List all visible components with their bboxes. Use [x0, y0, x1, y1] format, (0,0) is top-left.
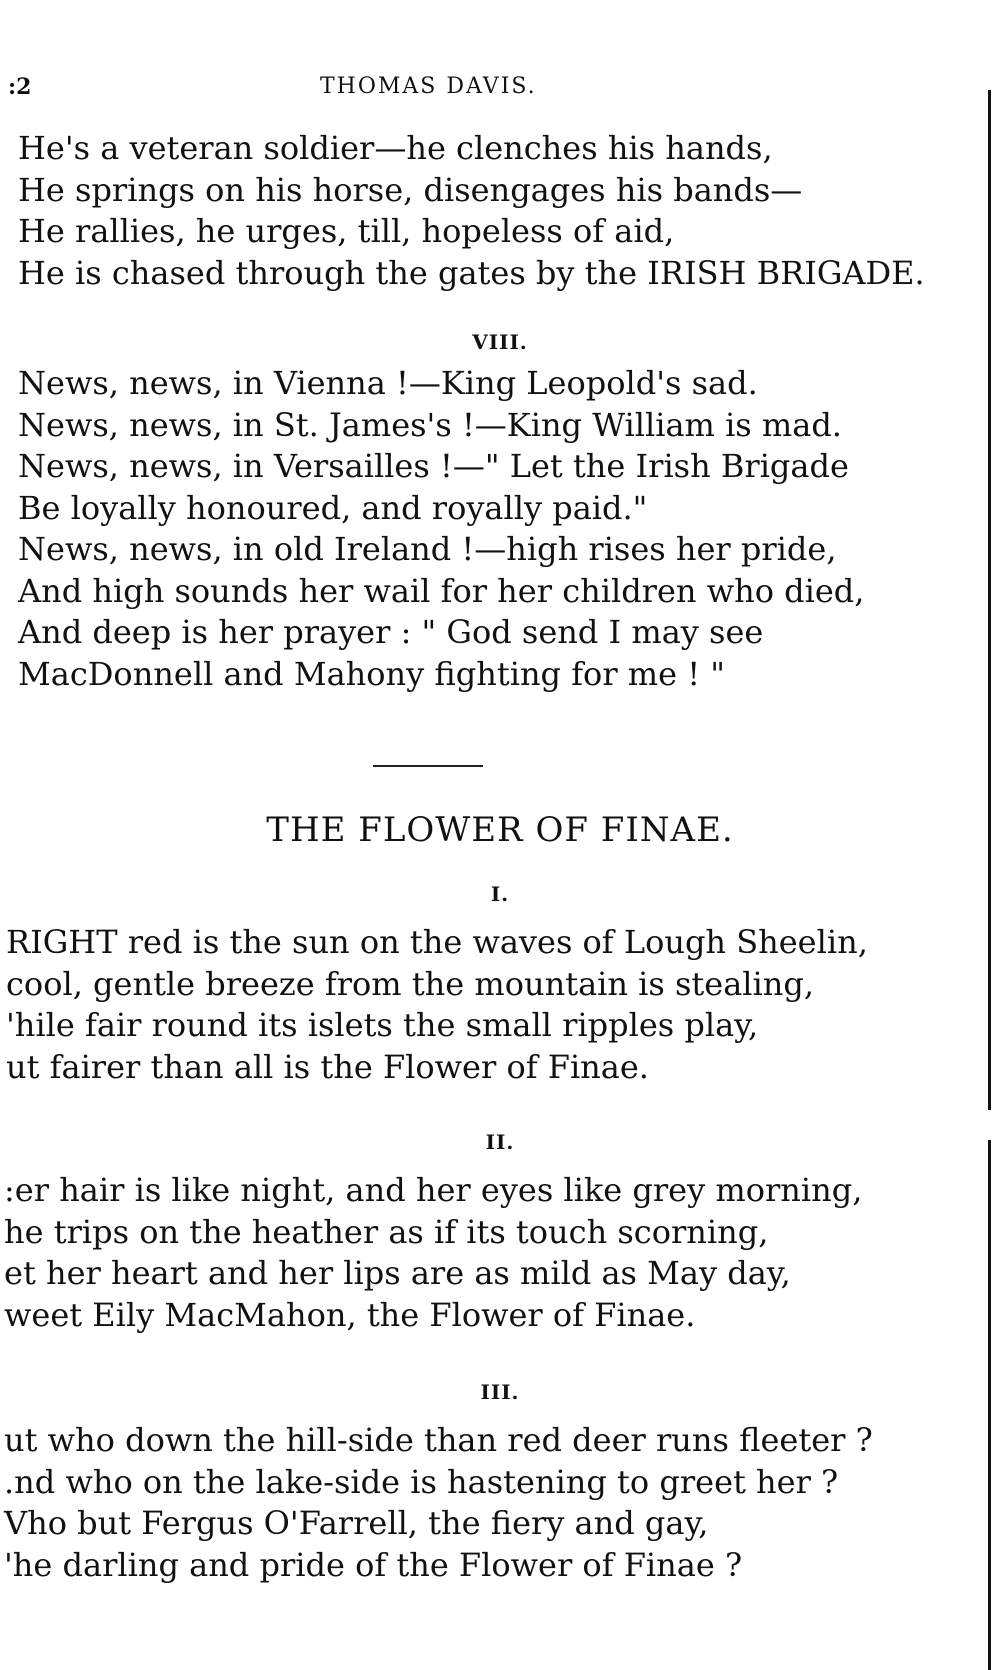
verse-line: He's a veteran soldier—he clenches his hands, [18, 129, 773, 167]
verse-line: News, news, in old Ireland !—high rises her pride, [18, 530, 837, 568]
stanza-ii [4, 1170, 862, 1336]
stanza-number: II. [485, 1130, 515, 1154]
verse-line: he trips on the heather as if its touch scorning, [4, 1212, 769, 1251]
verse-line: 'hile fair round its islets the small ripples play, [6, 1006, 759, 1044]
page-header [0, 68, 1000, 108]
verse-line: cool, gentle breeze from the mountain is stealing, [6, 964, 815, 1003]
verse-line: ut fairer than all is the Flower of Finae. [6, 1047, 649, 1086]
verse-line: ut who down the hill-side than red deer runs fleeter ? [4, 1421, 873, 1459]
verse-line: .nd who on the lake-side is hastening to greet her ? [4, 1462, 839, 1501]
verse-line: 'he darling and pride of the Flower of Finae ? [4, 1545, 743, 1584]
page-edge-shadow [988, 90, 991, 1110]
verse-line: MacDonnell and Mahony fighting for me ! " [18, 654, 725, 693]
verse-line: et her heart and her lips are as mild as May day, [4, 1254, 791, 1292]
verse-line: And deep is her prayer : " God send I may see [18, 613, 764, 651]
running-head: THOMAS DAVIS. [320, 74, 537, 99]
stanza-number: I. [490, 882, 510, 906]
verse-line: And high sounds her wail for her children who died, [18, 571, 865, 610]
stanza-iii [4, 1420, 873, 1586]
stanza-number: III. [480, 1380, 520, 1404]
verse-line: weet Eily MacMahon, the Flower of Finae. [4, 1295, 696, 1334]
poem-title: THE FLOWER OF FINAE. [266, 810, 734, 850]
stanza-vii-continuation [18, 128, 925, 294]
verse-line: News, news, in Vienna !—King Leopold's sad. [18, 364, 758, 402]
stanza-i [6, 922, 868, 1088]
verse-line: RIGHT red is the sun on the waves of Lough Sheelin, [6, 923, 868, 961]
verse-line: He is chased through the gates by the IRISH BRIGADE. [18, 253, 925, 292]
section-divider [373, 765, 483, 767]
stanza-viii [18, 363, 864, 695]
verse-line: News, news, in St. James's !—King William is mad. [18, 405, 842, 444]
verse-line: Vho but Fergus O'Farrell, the fiery and gay, [4, 1504, 709, 1542]
page-number: :2 [8, 74, 32, 100]
page-edge-shadow [988, 1140, 991, 1670]
verse-line: :er hair is like night, and her eyes like grey morning, [4, 1171, 863, 1209]
verse-line: He springs on his horse, disengages his bands— [18, 170, 803, 209]
verse-line: He rallies, he urges, till, hopeless of aid, [18, 212, 675, 250]
verse-line: News, news, in Versailles !—" Let the Irish Brigade [18, 447, 849, 485]
stanza-number: VIII. [472, 330, 528, 354]
verse-line: Be loyally honoured, and royally paid." [18, 488, 648, 527]
